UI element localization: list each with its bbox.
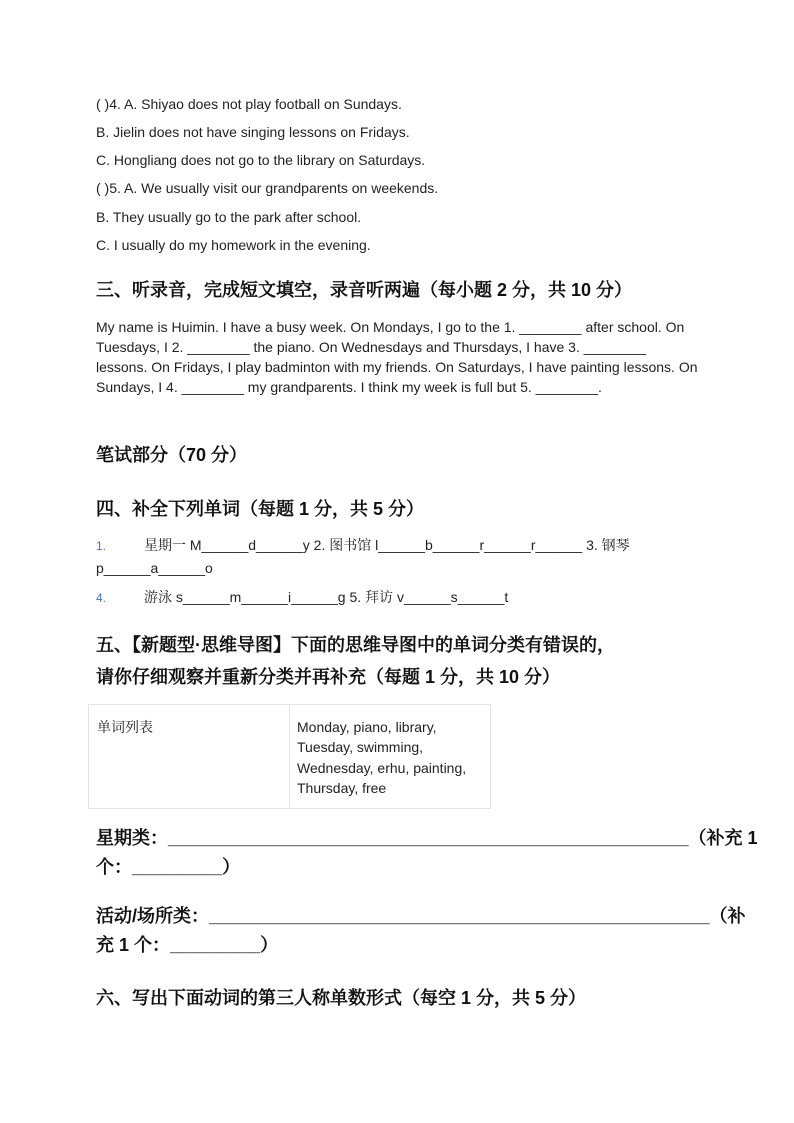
section5-heading-line1: 五、【新题型·思维导图】下面的思维导图中的单词分类有错误的， <box>96 635 615 655</box>
row2-text: 游泳 s______m______i______g 5. 拜访 v______s______t <box>144 589 509 605</box>
option-4a: ( )4. A. Shiyao does not play football on Sundays. <box>96 96 402 112</box>
weekday-line1: 星期类：____________________________________________________（补充 1 <box>96 828 758 848</box>
option-5c: C. I usually do my homework in the evening. <box>96 237 371 253</box>
option-5a: ( )5. A. We usually visit our grandparents on weekends. <box>96 180 439 196</box>
row1-text: 星期一 M______d______y 2. 图书馆 l______b______r______r______ 3. 钢琴 <box>144 537 630 553</box>
section4-heading: 四、补全下列单词（每题 1 分，共 5 分） <box>96 499 425 519</box>
section6-heading: 六、写出下面动词的第三人称单数形式（每空 1 分，共 5 分） <box>96 988 587 1008</box>
table-words-cell <box>290 705 480 808</box>
table-label-cell <box>89 705 290 808</box>
section3-paragraph: My name is Huimin. I have a busy week. On Mondays, I go to the 1. ________ after school. On Tuesdays, I 2. ________ the piano. On Wednesdays and Thursdays, I have 3. ________ lessons. On Fridays, I play badminton with my friends. On Saturdays, I have painting lessons. On Sundays, I 4. ________ my grandparents. I think my week is full but 5. ________. <box>96 319 698 395</box>
option-4c: C. Hongliang does not go to the library on Saturdays. <box>96 152 426 168</box>
section3-heading: 三、听录音，完成短文填空，录音听两遍（每小题 2 分，共 10 分） <box>96 280 633 300</box>
option-5b: B. They usually go to the park after school. <box>96 209 362 225</box>
item-number: 1. <box>96 539 107 553</box>
section4-row1-cont: p______a______o <box>96 560 213 576</box>
item-number: 4. <box>96 591 107 605</box>
table-label: 单词列表 <box>97 719 153 735</box>
activity-line2: 充 1 个：_________） <box>96 935 279 955</box>
written-part-heading: 笔试部分（70 分） <box>96 445 248 465</box>
section5-heading-line2: 请你仔细观察并重新分类并再补充（每题 1 分，共 10 分） <box>96 667 561 687</box>
word-list-table <box>88 704 491 809</box>
weekday-line2: 个：_________） <box>96 857 241 877</box>
section4-row2 <box>96 587 508 607</box>
activity-line1: 活动/场所类：__________________________________________________（补 <box>96 906 746 926</box>
section4-row1 <box>96 535 630 555</box>
table-words: Monday, piano, library, Tuesday, swimming, Wednesday, erhu, painting, Thursday, free <box>297 719 467 796</box>
option-4b: B. Jielin does not have singing lessons on Fridays. <box>96 124 410 140</box>
